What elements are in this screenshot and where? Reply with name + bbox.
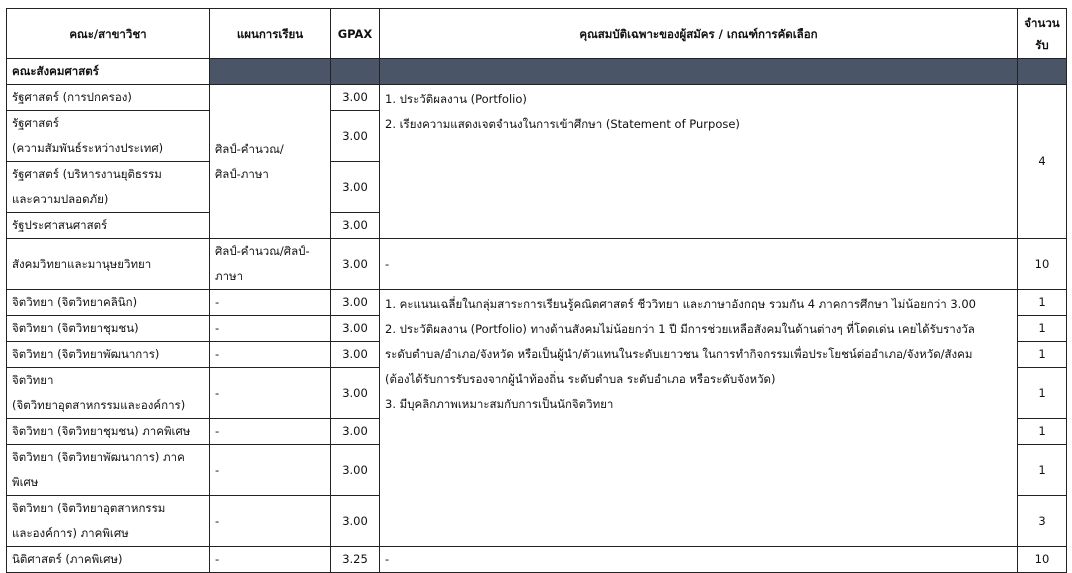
plan-cell: - [210,342,331,368]
plan-cell: - [210,290,331,316]
gpax-cell: 3.00 [331,419,380,445]
plan-cell: - [210,445,331,496]
program-cell: สังคมวิทยาและมานุษยวิทยา [7,239,210,290]
program-cell: จิตวิทยา (จิตวิทยาอุตสาหกรรมและองค์การ) [7,368,210,419]
program-cell: รัฐประศาสนศาสตร์ [7,213,210,239]
table-row [7,239,1067,290]
header-seats [1018,9,1067,59]
header-gpax: GPAX [331,9,380,59]
admission-criteria-table [6,8,1067,573]
seats-cell: 1 [1018,419,1067,445]
table-row [7,547,1067,573]
gpax-cell: 3.00 [331,368,380,419]
gpax-cell: 3.00 [331,316,380,342]
header-seats-line1: จำนวน [1024,15,1060,30]
header-row [7,9,1067,59]
header-seats-line2: รับ [1035,37,1049,52]
gpax-cell: 3.00 [331,496,380,547]
seats-cell: 10 [1018,239,1067,290]
gpax-cell: 3.00 [331,111,380,162]
program-cell: จิตวิทยา (จิตวิทยาพัฒนาการ) ภาคพิเศษ [7,445,210,496]
seats-cell: 1 [1018,445,1067,496]
plan-cell: ศิลป์-คำนวณ/ศิลป์- ภาษา [210,239,331,290]
table-row [7,85,1067,111]
plan-cell: - [210,547,331,573]
gpax-cell: 3.00 [331,162,380,213]
faculty-name: คณะสังคมศาสตร์ [7,59,210,85]
program-cell: นิติศาสตร์ (ภาคพิเศษ) [7,547,210,573]
program-cell: รัฐศาสตร์ (ความสัมพันธ์ระหว่างประเทศ) [7,111,210,162]
plan-cell: - [210,496,331,547]
criteria-cell: 1. คะแนนเฉลี่ยในกลุ่มสาระการเรียนรู้คณิตศาสตร์ ชีววิทยา และภาษาอังกฤษ รวมกัน 4 ภาคการศึกษา ไม่น้อยกว่า 3.00 2. ประวัติผลงาน (Portfolio) ทางด้านสังคมไม่น้อยกว่า 1 ปี มีการช่วยเหลือสังคมในด้านต่างๆ ที่โดดเด่น เคยได้รับรางวัล ระดับตำบล/อำเภอ/จังหวัด หรือเป็นผู้นำ/ตัวแทนในระดับเยาวชน ในการทำกิจกรรมเพื่อประโยชน์ต่ออำเภอ/จังหวัด/สังคม (ต้องได้รับการรับรองจากผู้นำท้องถิ่น ระดับตำบล ระดับอำเภอ หรือระดับจังหวัด) 3. มีบุคลิกภาพเหมาะสมกับการเป็นนักจิตวิทยา [380,290,1018,547]
gpax-cell: 3.25 [331,547,380,573]
gpax-cell: 3.00 [331,290,380,316]
faculty-row [7,59,1067,85]
program-cell: จิตวิทยา (จิตวิทยาชุมชน) [7,316,210,342]
seats-cell: 3 [1018,496,1067,547]
seats-cell: 1 [1018,368,1067,419]
plan-cell: - [210,316,331,342]
gpax-cell: 3.00 [331,85,380,111]
program-cell: จิตวิทยา (จิตวิทยาอุตสาหกรรม และองค์การ) ภาคพิเศษ [7,496,210,547]
program-cell: รัฐศาสตร์ (การปกครอง) [7,85,210,111]
plan-cell: - [210,368,331,419]
table-row [7,290,1067,316]
seats-cell: 1 [1018,342,1067,368]
gpax-cell: 3.00 [331,213,380,239]
criteria-cell: - [380,239,1018,290]
gpax-cell: 3.00 [331,342,380,368]
program-cell: จิตวิทยา (จิตวิทยาชุมชน) ภาคพิเศษ [7,419,210,445]
seats-cell: 1 [1018,290,1067,316]
plan-cell: ศิลป์-คำนวณ/ ศิลป์-ภาษา [210,85,331,239]
seats-cell: 4 [1018,85,1067,239]
criteria-cell: - [380,547,1018,573]
gpax-cell: 3.00 [331,239,380,290]
header-faculty: คณะ/สาขาวิชา [7,9,210,59]
header-criteria: คุณสมบัติเฉพาะของผู้สมัคร / เกณฑ์การคัดเลือก [380,9,1018,59]
plan-cell: - [210,419,331,445]
gpax-cell: 3.00 [331,445,380,496]
program-cell: รัฐศาสตร์ (บริหารงานยุติธรรม และความปลอดภัย) [7,162,210,213]
program-cell: จิตวิทยา (จิตวิทยาพัฒนาการ) [7,342,210,368]
seats-cell: 1 [1018,316,1067,342]
program-cell: จิตวิทยา (จิตวิทยาคลินิก) [7,290,210,316]
header-plan: แผนการเรียน [210,9,331,59]
seats-cell: 10 [1018,547,1067,573]
criteria-cell: 1. ประวัติผลงาน (Portfolio) 2. เรียงความแสดงเจตจำนงในการเข้าศึกษา (Statement of Purpose) [380,85,1018,239]
